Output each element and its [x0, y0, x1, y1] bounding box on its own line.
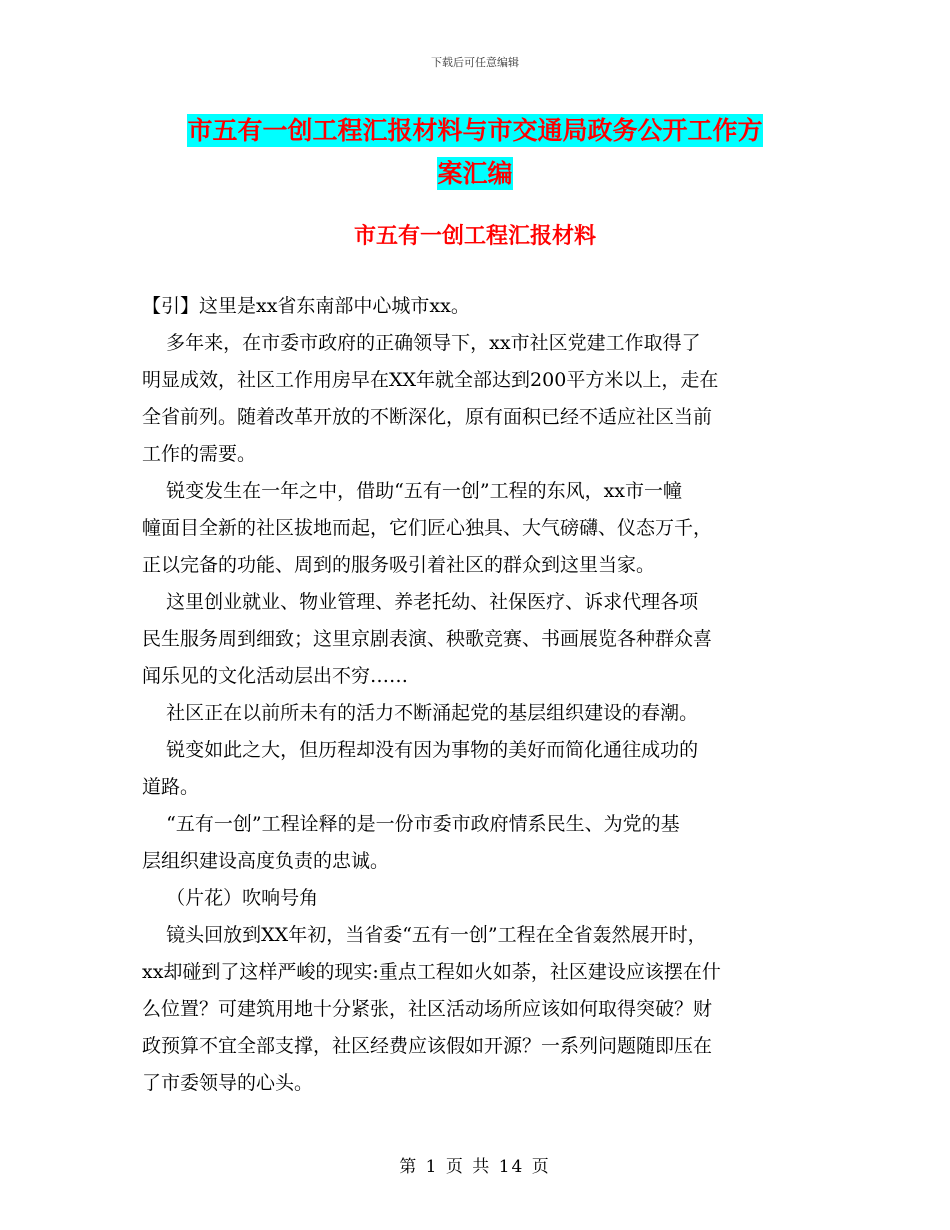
body-line: 多年来，在市委市政府的正确领导下，xx市社区党建工作取得了: [142, 332, 701, 354]
body-line: 镜头回放到XX年初，当省委“五有一创”工程在全省轰然展开时，: [142, 924, 707, 946]
body-line: 明显成效，社区工作用房早在XX年就全部达到200平方米以上，走在: [142, 369, 719, 391]
title-highlight: 案汇编: [437, 159, 513, 188]
page-footer: 第 1 页 共 14 页: [399, 1157, 551, 1177]
body-line: 锐变如此之大，但历程却没有因为事物的美好而简化通往成功的: [142, 739, 699, 761]
body-line: 工作的需要。: [142, 443, 257, 465]
body-line: 民生服务周到细致；这里京剧表演、秧歌竞赛、书画展览各种群众喜: [142, 628, 713, 650]
body-line: 么位置？可建筑用地十分紧张，社区活动场所应该如何取得突破？财: [142, 998, 713, 1020]
body-line: 这里创业就业、物业管理、养老托幼、社保医疗、诉求代理各项: [142, 591, 699, 613]
document-title-line-2: [0, 147, 950, 201]
body-line: 了市委领导的心头。: [142, 1072, 314, 1094]
body-line: 全省前列。随着改革开放的不断深化，原有面积已经不适应社区当前: [142, 406, 713, 428]
body-line: 锐变发生在一年之中，借助“五有一创”工程的东风，xx市一幢: [142, 480, 683, 502]
body-line: 幢面目全新的社区拔地而起，它们匠心独具、大气磅礴、仪态万千，: [142, 517, 713, 539]
title-highlight: 市五有一创工程汇报材料与市交通局政务公开工作方: [187, 116, 763, 145]
body-line: 层组织建设高度负责的忠诚。: [142, 850, 390, 872]
section-title: 市五有一创工程汇报材料: [353, 223, 596, 249]
body-line: 道路。: [142, 776, 200, 798]
body-line: 正以完备的功能、周到的服务吸引着社区的群众到这里当家。: [142, 554, 656, 576]
body-line: （片花）吹响号角: [142, 887, 319, 909]
body-line: “五有一创”工程诠释的是一份市委市政府情系民生、为党的基: [142, 813, 680, 835]
body-line: 闻乐见的文化活动层出不穷……: [142, 665, 409, 687]
body-line: xx却碰到了这样严峻的现实:重点工程如火如荼，社区建设应该摆在什: [142, 961, 721, 983]
body-line: 社区正在以前所未有的活力不断涌起党的基层组织建设的春潮。: [142, 702, 699, 724]
body-line: 【引】这里是xx省东南部中心城市xx。: [142, 295, 470, 317]
header-note: 下载后可任意编辑: [431, 56, 519, 69]
body-text: [142, 288, 808, 1102]
body-line: 政预算不宜全部支撑，社区经费应该假如开源？一系列问题随即压在: [142, 1035, 713, 1057]
